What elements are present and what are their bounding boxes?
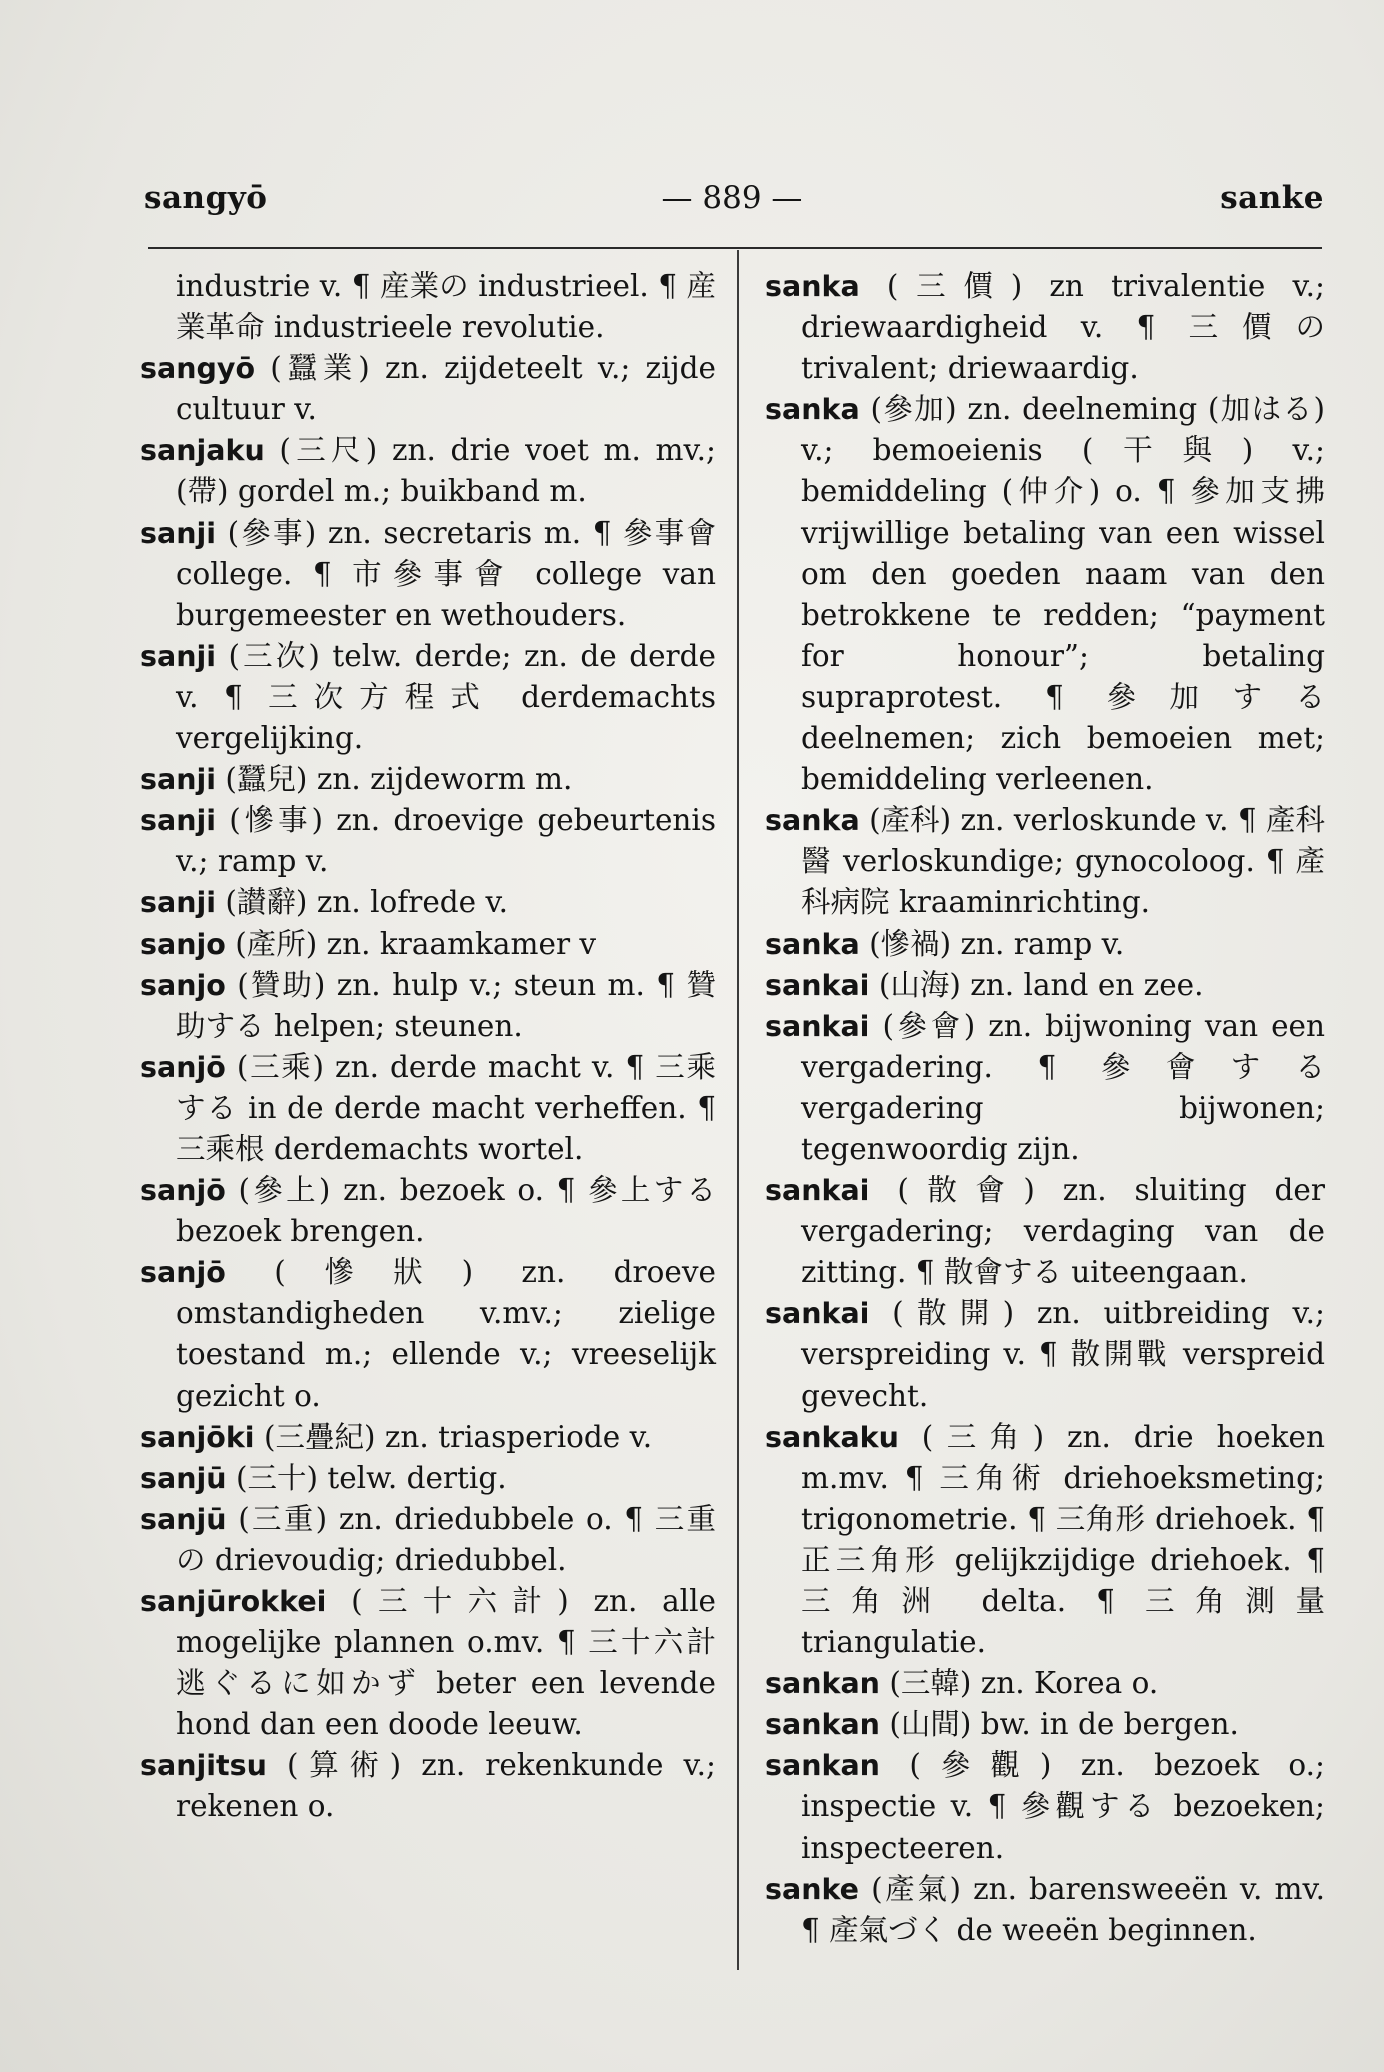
dictionary-entry <box>765 1745 1325 1868</box>
dictionary-entry <box>140 636 716 759</box>
entry-headword: sankai <box>765 1009 870 1043</box>
entry-text: (產氣) zn. barensweeën v. mv. ¶ 產氣づく de weeën beginnen. <box>801 1871 1325 1947</box>
entry-headword: sanjōki <box>140 1420 255 1454</box>
dictionary-entry <box>765 924 1325 965</box>
entry-headword: sangyō <box>140 352 256 386</box>
entry-headword: sankan <box>765 1749 880 1783</box>
entry-headword: sankaku <box>765 1420 899 1454</box>
entry-text: (三重) zn. driedubbele o. ¶ 三重の drievoudig; driedubbel. <box>176 1501 716 1577</box>
entry-text: (山海) zn. land en zee. <box>878 967 1204 1002</box>
entry-headword: sanjaku <box>140 434 265 468</box>
entry-headword: sanji <box>140 763 217 797</box>
entry-headword: sanjū <box>140 1502 227 1536</box>
dictionary-entry <box>140 266 716 348</box>
entry-text: (三韓) zn. Korea o. <box>889 1666 1159 1701</box>
entry-text: (慘狀) zn. droeve omstandigheden v.mv.; zielige toestand m.; ellende v.; vreeselijk gezicht o. <box>176 1255 716 1413</box>
entry-headword: sanjō <box>140 1174 226 1208</box>
entry-headword: sanka <box>765 393 860 427</box>
column-divider <box>737 250 739 1970</box>
dictionary-entry <box>765 1006 1325 1170</box>
entry-text: (三十) telw. dertig. <box>235 1460 507 1495</box>
dictionary-entry <box>140 513 716 636</box>
dictionary-entry <box>765 389 1325 800</box>
entry-text: (讃辭) zn. lofrede v. <box>225 885 509 920</box>
dictionary-entry <box>140 1458 716 1499</box>
entry-headword: sanka <box>765 927 860 961</box>
entry-text: (三乘) zn. derde macht v. ¶ 三乘する in de derde macht verheffen. ¶ 三乘根 derdemachts wortel. <box>176 1049 716 1166</box>
entry-text: (產所) zn. kraamkamer v <box>235 926 597 961</box>
dictionary-entry <box>765 1663 1325 1704</box>
entry-headword: sanji <box>140 639 217 673</box>
entry-headword: sanjō <box>140 1050 226 1084</box>
entry-text: (贊助) zn. hulp v.; steun m. ¶ 贊助する helpen; steunen. <box>176 967 716 1043</box>
dictionary-entry <box>140 882 716 923</box>
entry-text: (算術) zn. rekenkunde v.; rekenen o. <box>176 1748 716 1824</box>
entry-text: (三次) telw. derde; zn. de derde v. ¶ 三次方程式 derdemachts vergelijking. <box>176 638 716 756</box>
page-header <box>140 180 1324 230</box>
entry-headword: sanjo <box>140 968 226 1002</box>
page-number: — 889 — <box>661 180 803 216</box>
right-guide-word: sanke <box>1220 180 1324 216</box>
dictionary-entry <box>765 965 1325 1006</box>
entry-headword: sankan <box>765 1667 880 1701</box>
dictionary-entry <box>140 1047 716 1170</box>
entry-headword: sanji <box>140 886 217 920</box>
entry-headword: sanke <box>765 1872 860 1906</box>
dictionary-entry <box>140 430 716 512</box>
entry-text: (三價) zn trivalentie v.; driewaardigheid v. ¶ 三價の trivalent; driewaardig. <box>801 269 1325 386</box>
header-rule <box>148 247 1322 249</box>
dictionary-entry <box>765 266 1325 389</box>
entry-text: (三角) zn. drie hoeken m.mv. ¶ 三角術 driehoeksmeting; trigonometrie. ¶ 三角形 driehoek. ¶ 正三角形 gelijkzijdige driehoek. ¶ 三角洲 delta. ¶ 三角測量 triangulatie. <box>801 1419 1325 1660</box>
entry-headword: sanjū <box>140 1461 227 1495</box>
dictionary-entry <box>140 965 716 1047</box>
entry-text: (參事) zn. secretaris m. ¶ 參事會 college. ¶ 市參事會 college van burgemeester en wethouders. <box>176 515 716 632</box>
dictionary-entry <box>140 924 716 965</box>
dictionary-entry <box>140 759 716 800</box>
left-column <box>140 266 716 1828</box>
entry-text: (散會) zn. sluiting der vergadering; verdaging van de zitting. ¶ 散會する uiteengaan. <box>801 1173 1325 1290</box>
entry-headword: sanji <box>140 804 217 838</box>
dictionary-entry <box>140 800 716 882</box>
dictionary-entry <box>765 1170 1325 1293</box>
dictionary-entry <box>140 1581 716 1745</box>
dictionary-entry <box>140 348 716 430</box>
entry-text: (蠶兒) zn. zijdeworm m. <box>225 762 573 797</box>
entry-headword: sanjūrokkei <box>140 1585 327 1618</box>
dictionary-entry <box>765 1869 1325 1951</box>
entry-headword: sanji <box>140 516 217 550</box>
entry-text: (三疊紀) zn. triasperiode v. <box>263 1419 653 1454</box>
right-column <box>765 266 1325 1951</box>
entry-headword: sanjō <box>140 1256 226 1290</box>
entry-headword: sanka <box>765 270 860 303</box>
entry-text: (參會) zn. bijwoning van een vergadering. ¶ 參會する vergadering bijwonen; tegenwoordig zijn. <box>801 1008 1325 1166</box>
dictionary-entry <box>765 800 1325 923</box>
entry-text: (參上) zn. bezoek o. ¶ 參上する bezoek brengen. <box>176 1173 716 1249</box>
entry-headword: sankai <box>765 1174 870 1208</box>
dictionary-entry <box>765 1293 1325 1416</box>
dictionary-entry <box>140 1499 716 1581</box>
dictionary-entry <box>765 1417 1325 1664</box>
dictionary-entry <box>140 1170 716 1252</box>
entry-headword: sankai <box>765 968 870 1002</box>
entry-text: (慘禍) zn. ramp v. <box>869 926 1125 961</box>
entry-text: (參觀) zn. bezoek o.; inspectie v. ¶ 參觀する bezoeken; inspecteeren. <box>801 1748 1325 1865</box>
entry-headword: sanka <box>765 804 860 838</box>
entry-text: industrie v. ¶ 産業の industrieel. ¶ 産業革命 industrieele revolutie. <box>176 269 716 345</box>
dictionary-entry <box>765 1704 1325 1745</box>
entry-headword: sanjitsu <box>140 1749 267 1783</box>
entry-headword: sankai <box>765 1297 870 1331</box>
dictionary-entry <box>140 1252 716 1416</box>
entry-text: (三尺) zn. drie voet m. mv.; (帶) gordel m.; buikband m. <box>176 433 716 509</box>
entry-text: (三十六計) zn. alle mogelijke plannen o.mv. ¶ 三十六計逃ぐるに如かず beter een levende hond dan een doode leeuw. <box>176 1584 716 1742</box>
entry-headword: sankan <box>765 1708 880 1742</box>
entry-text: (慘事) zn. droevige gebeurtenis v.; ramp v. <box>176 803 716 879</box>
entry-text: (蠶業) zn. zijdeteelt v.; zijde cultuur v. <box>176 351 716 427</box>
entry-text: (山間) bw. in de bergen. <box>889 1707 1239 1742</box>
entry-text: (產科) zn. verloskunde v. ¶ 產科醫 verloskundige; gynocoloog. ¶ 產科病院 kraaminrichting. <box>801 803 1325 920</box>
dictionary-entry <box>140 1417 716 1458</box>
left-guide-word: sangyō <box>144 180 268 216</box>
entry-headword: sanjo <box>140 927 226 961</box>
dictionary-entry <box>140 1745 716 1827</box>
entry-text: (參加) zn. deelneming (加はる) v.; bemoeienis (干與) v.; bemiddeling (仲介) o. ¶ 參加支拂 vrijwillige betaling van een wissel om den goeden naam van den betrokkene te redden; “payment for honour”; betaling supraprotest. ¶ 參加する deelnemen; zich bemoeien met; bemiddeling verleenen. <box>801 392 1325 797</box>
entry-text: (散開) zn. uitbreiding v.; verspreiding v. ¶ 散開戰 verspreid gevecht. <box>801 1296 1325 1413</box>
